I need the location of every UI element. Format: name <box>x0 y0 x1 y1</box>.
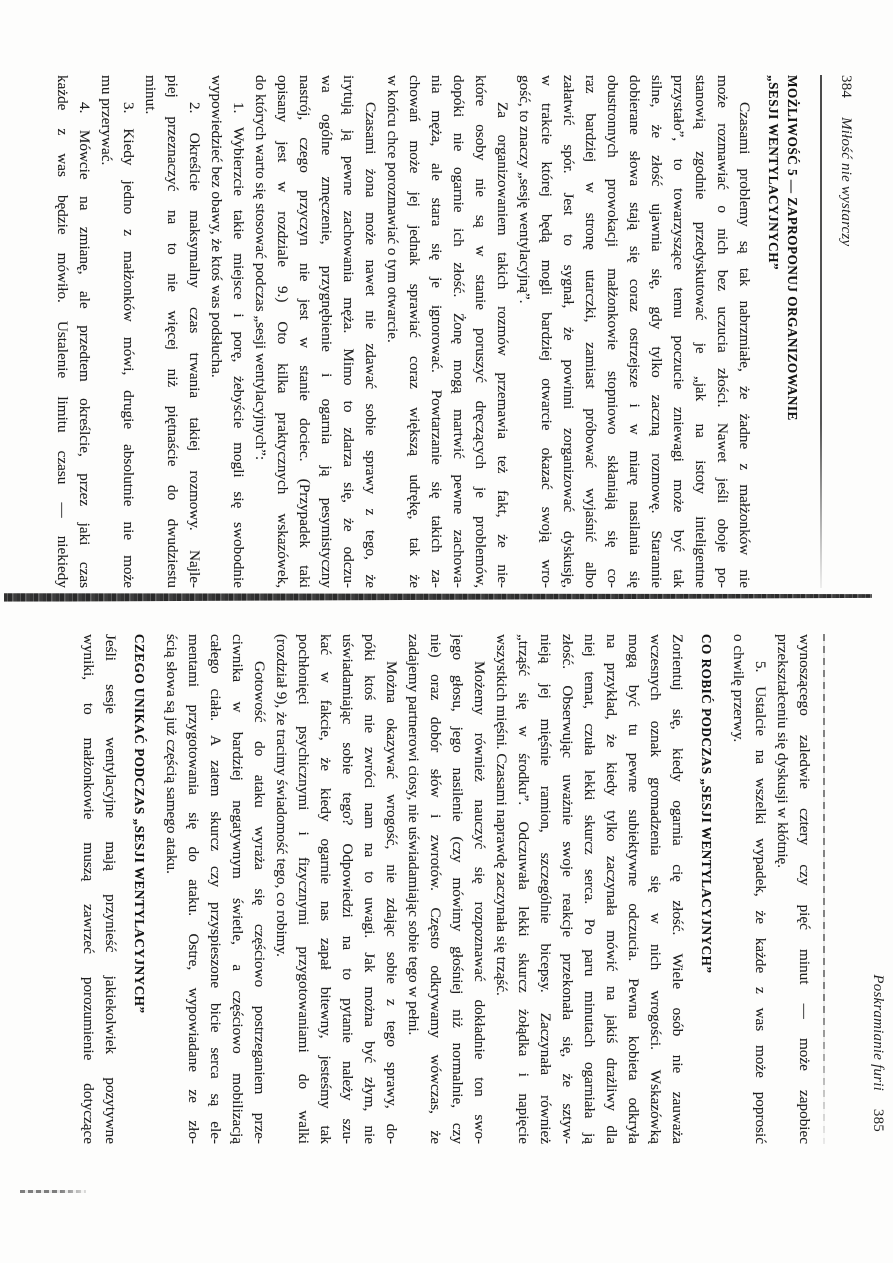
text-line: dopóki nie ogarnie ich złość. Żonę mogą martwić pewne zachowa- <box>450 75 467 588</box>
text-line: stanowią zgodnie przedyskutować je „jak na istoty inteligentne <box>692 75 709 588</box>
text-line: zadajemy partnerowi ciosy, nie uświadamiając sobie tego w pełni. <box>405 634 422 1036</box>
text-line: załatwić spór. Jest to sygnał, że powinni zorganizować dyskusję, <box>560 75 577 588</box>
text-line: nastrój, czego przyczyn nie jest w stanie dociec. (Przypadek taki <box>296 75 313 588</box>
text-line: 5. Ustalcie na wszelki wypadek, że każde z was może poprosić <box>752 661 769 1144</box>
text-line: niej temat, czuła lekki skurcz serca. Po paru minutach ogarniała ją <box>581 634 598 1144</box>
text-line: kać w fakcie, że kiedy ogarnie nas zapał bitewny, jesteśmy tak <box>317 634 334 1144</box>
text-line: opisany jest w rozdziale 9.) Oto kilka praktycznych wskazówek, <box>274 75 291 588</box>
text-line: do których warto się stosować podczas „sesji wentylacyjnych”: <box>252 75 269 461</box>
text-line: gość, to znaczy „sesję wentylacyjną”. <box>516 75 533 304</box>
section-heading: CZEGO UNIKAĆ PODCZAS „SESJI WENTYLACYJNYCH” <box>132 634 147 1014</box>
text-line: Gotowość do ataku wyraża się częściowo postrzeganiem prze- <box>251 661 268 1144</box>
text-line: całego ciała. A zatem skurcz czy przyspieszone bicie serca są ele- <box>207 634 224 1144</box>
section-heading: MOŻLIWOŚĆ 5 — ZAPROPONUJ ORGANIZOWANIE <box>785 75 800 421</box>
text-line: wa ogólne zmęczenie, przygnębienie i ogarnia ją pesymistyczny <box>318 75 335 588</box>
text-line: przekształceniu się dyskusji w kłótnię. <box>774 634 791 869</box>
text-line: dobierane słowa stają się coraz ostrzejsze i w miarę nasilania się <box>626 75 643 588</box>
header-rule <box>820 75 822 588</box>
text-line: chowań może jej jednak sprawiać coraz większą udrękę, tak że <box>406 75 423 588</box>
text-line: wyniki, to małżonkowie muszą zawrzeć porozumienie dotyczące <box>80 634 97 1144</box>
text-line: mentami przygotowania się do ataku. Ostre, wypowiadane ze zło- <box>185 634 202 1144</box>
text-line: uświadamiając sobie tego? Odpowiedzi na to pytanie należy szu- <box>339 634 356 1144</box>
text-line: 4. Mówcie na zmianę, ale przedtem określcie, przez jaki czas <box>76 102 93 588</box>
text-line: nieją jej mięśnie ramion, szczególnie bicepsy. Zaczynała również <box>537 634 554 1144</box>
page-384 <box>45 45 890 590</box>
text-line: w trakcie której będą mogli bardziej otwarcie okazać swoją wro- <box>538 75 555 588</box>
section-heading: „SESJI WENTYLACYJNYCH” <box>766 75 781 271</box>
text-line: jego głosu, jego nasilenie (czy mówimy głośniej niż normalnie, czy <box>449 634 466 1144</box>
text-line: wynoszącego zaledwie cztery czy pięć minut — może zapobiec <box>796 634 813 1144</box>
text-line: Czasami żona może nawet nie zdawać sobie sprawy z tego, że <box>362 102 379 588</box>
text-line: wypowiedzieć bez obawy, że ktoś was podsłucha. <box>208 75 225 378</box>
text-line: mu przerywać. <box>98 75 115 166</box>
page-number: 384 <box>838 75 854 99</box>
text-line: złość. Obserwując uważnie swoje reakcje przekonała się, że sztyw- <box>559 634 576 1144</box>
text-line: przystało”, to towarzyszące temu poczucie zniewagi może być tak <box>670 75 687 588</box>
text-line: na przykład, że kiedy tylko zaczynała mówić na jakiś drażliwy dla <box>603 634 620 1144</box>
text-line: każde z was będzie mówiło. Ustalenie limitu czasu — niekiedy <box>54 75 71 588</box>
text-line: silne, że złość ujawnia się, gdy tylko zaczną rozmowę. Starannie <box>648 75 665 588</box>
text-line: (rozdział 9), że tracimy świadomość tego, co robimy. <box>273 634 290 957</box>
text-line: 2. Określcie maksymalny czas trwania takiej rozmowy. Najle- <box>186 102 203 588</box>
text-line: nia męża, ale stara się je ignorować. Powtarzanie się takich za- <box>428 75 445 588</box>
text-line: Za organizowaniem takich rozmów przemawia też fakt, że nie- <box>494 102 511 588</box>
page-385 <box>30 612 890 1164</box>
text-line: raz bardziej w stronę utarczki, zamiast próbować wyjaśnić albo <box>582 75 599 588</box>
text-line: piej przeznaczyć na to nie więcej niż piętnaście do dwudziestu <box>164 75 181 588</box>
text-line: o chwilę przerwy. <box>730 634 747 743</box>
text-line: pochłonięci psychicznymi i fizycznymi przygotowaniami do walki <box>295 634 312 1144</box>
section-heading: CO ROBIĆ PODCZAS „SESJI WENTYLACYJNYCH” <box>699 634 714 974</box>
page-edge-mark <box>20 1190 86 1193</box>
text-line: wszystkich mięśni. Czasami naprawdę zaczynała się trząść. <box>493 634 510 996</box>
text-line: nie) oraz dobór słów i zwrotów. Często odkrywamy wówczas, że <box>427 634 444 1144</box>
text-line: obustronnych prowokacji małżonkowie stopniowo skłaniają się co- <box>604 75 621 588</box>
running-head <box>837 75 854 588</box>
text-line: 1. Wybierzcie takie miejsce i porę, żebyście mogli się swobodnie <box>230 102 247 588</box>
text-line: Można okazywać wrogość, nie zdając sobie z tego sprawy, do- <box>383 661 400 1144</box>
text-line: minut. <box>142 75 159 115</box>
text-line: 3. Kiedy jedno z małżonków mówi, drugie absolutnie nie może <box>120 102 137 588</box>
header-rule <box>823 634 825 1144</box>
running-head <box>869 634 886 1144</box>
page-number: 385 <box>870 1108 886 1132</box>
text-line: Jeśli sesje wentylacyjne mają przynieść jakiekolwiek pozytywne <box>102 634 119 1144</box>
book-title: Miłość nie wystarczy <box>838 117 854 247</box>
spine-shadow <box>4 591 872 602</box>
text-line: ciwnika w bardziej negatywnym świetle, a częściowo mobilizacją <box>229 634 246 1144</box>
text-line: Czasami problemy są tak nabrzmiałe, że żadne z małżonków nie <box>736 102 753 588</box>
text-line: w końcu chce porozmawiać o tym otwarcie. <box>384 75 401 343</box>
text-line: wczesnych oznak gromadzenia się w nich wrogości. Wskazówką <box>647 634 664 1144</box>
text-line: mogą być tu pewne subiektywne odczucia. Pewna kobieta odkryła <box>625 634 642 1144</box>
text-line: Możemy również nauczyć się rozpoznawać dokładnie ton swo- <box>471 661 488 1144</box>
text-line: póki ktoś nie zwróci nam na to uwagi. Jak można być złym, nie <box>361 634 378 1144</box>
text-line: irytują ją pewne zachowania męża. Mimo to zdarza się, że odczu- <box>340 75 357 588</box>
text-line: może rozmawiać o nich bez uczucia złości. Nawet jeśli oboje po- <box>714 75 731 588</box>
text-column <box>77 634 815 1144</box>
text-line: które osoby nie są w stanie poruszyć dręczących je problemów, <box>472 75 489 588</box>
text-column <box>51 75 813 588</box>
text-line: Zorientuj się, kiedy ogarnia cię złość. Wiele osób nie zauważa <box>669 634 686 1144</box>
text-line: ścią słowa są już częścią samego ataku. <box>163 634 180 874</box>
chapter-title: Poskramianie furii <box>870 974 886 1091</box>
text-line: „trząść się w środku”. Odczuwała lekki skurcz żołądka i napięcie <box>515 634 532 1144</box>
